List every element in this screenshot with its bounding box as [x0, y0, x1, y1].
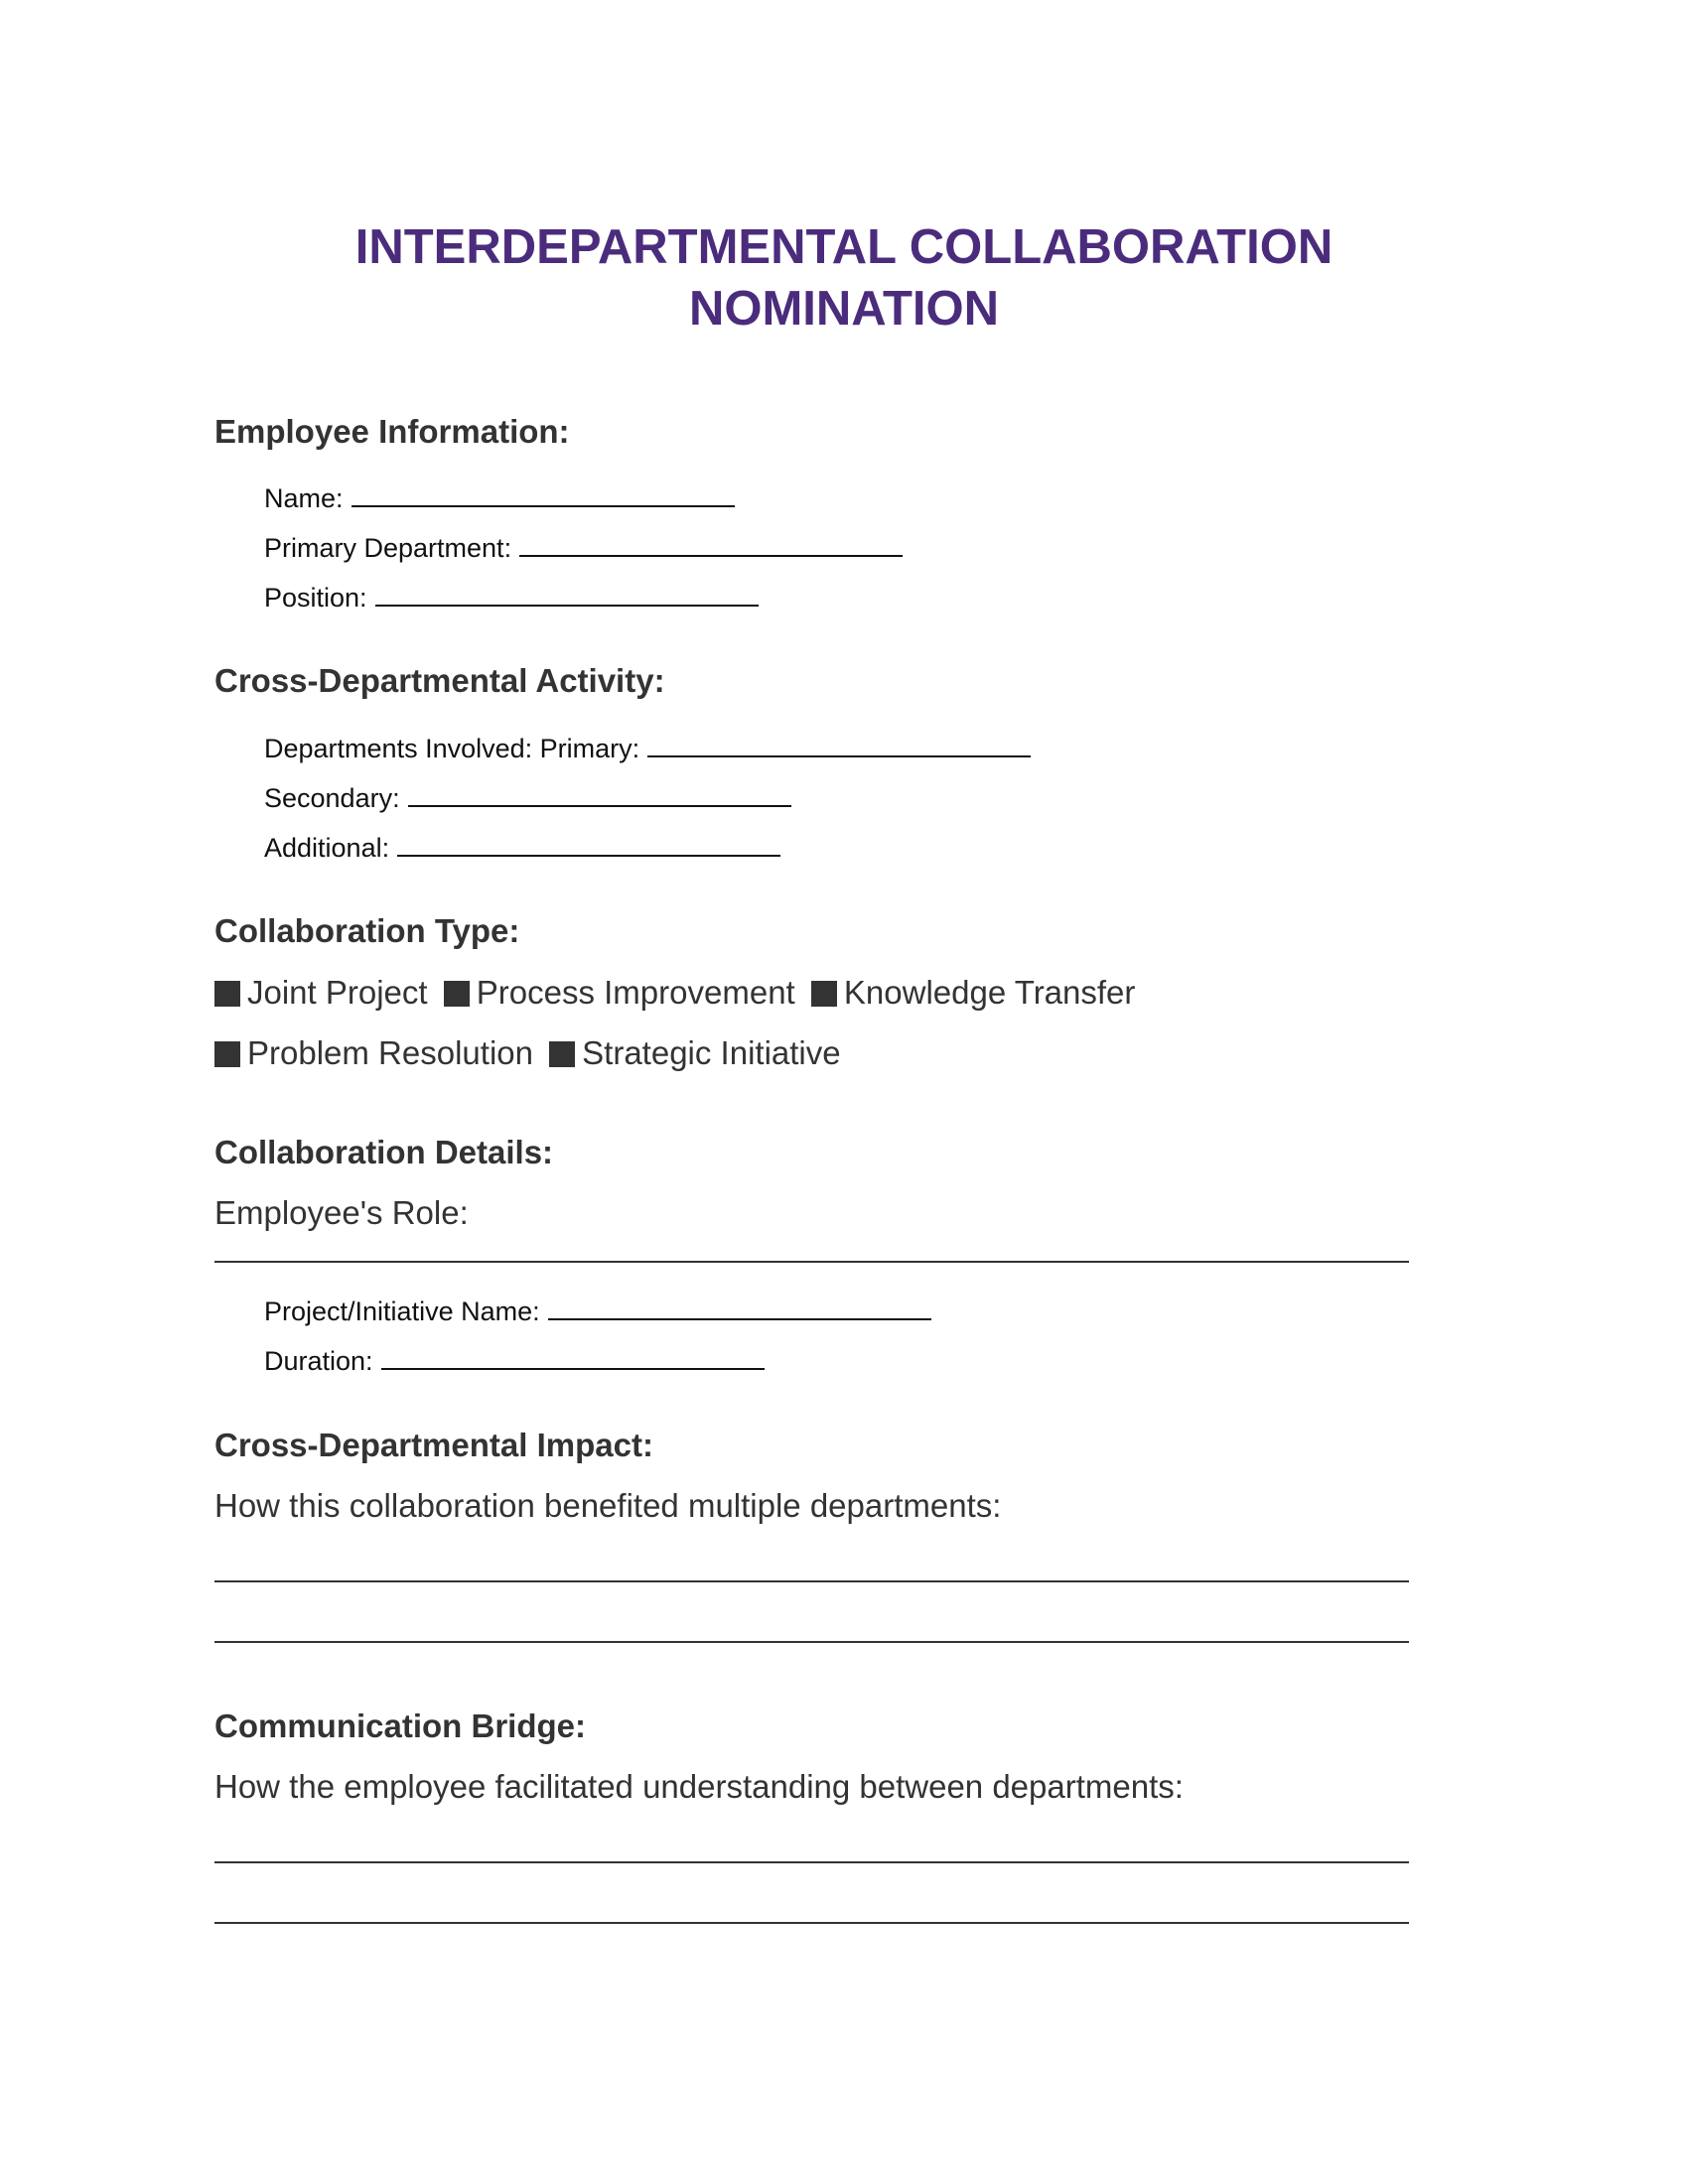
communication-bridge-heading: Communication Bridge: — [214, 1707, 587, 1744]
checkbox-square-icon[interactable] — [214, 1041, 240, 1067]
project-name-input-line[interactable] — [548, 1293, 931, 1320]
option-strategic-initiative[interactable] — [549, 1033, 840, 1073]
duration-label: Duration: — [264, 1346, 373, 1376]
primary-department-field — [264, 529, 903, 565]
departments-primary-label: Departments Involved: Primary: — [264, 734, 640, 763]
additional-department-field — [264, 829, 780, 865]
departments-primary-field — [264, 730, 1031, 765]
option-label: Process Improvement — [476, 974, 795, 1011]
secondary-department-field — [264, 779, 791, 815]
name-field — [264, 479, 735, 515]
checkbox-square-icon[interactable] — [444, 981, 470, 1007]
option-label: Problem Resolution — [247, 1034, 533, 1071]
form-title-line-2: NOMINATION — [688, 282, 1000, 336]
collaboration-details-heading: Collaboration Details: — [214, 1134, 554, 1170]
form-title-line-1: INTERDEPARTMENTAL COLLABORATION — [354, 220, 1334, 274]
collaboration-type-row-1 — [214, 973, 1142, 1015]
collaboration-type-row-2 — [214, 1033, 848, 1075]
position-input-line[interactable] — [375, 579, 759, 607]
name-input-line[interactable] — [352, 479, 735, 507]
option-label: Strategic Initiative — [582, 1034, 841, 1071]
name-label: Name: — [264, 483, 344, 513]
position-label: Position: — [264, 583, 367, 613]
duration-field — [264, 1342, 765, 1378]
communication-answer-line-1[interactable] — [214, 1861, 1409, 1863]
primary-department-label: Primary Department: — [264, 533, 512, 563]
project-name-field — [264, 1293, 931, 1328]
secondary-department-label: Secondary: — [264, 783, 400, 813]
employee-role-label: Employee's Role: — [214, 1194, 469, 1231]
checkbox-square-icon[interactable] — [811, 981, 837, 1007]
option-knowledge-transfer[interactable] — [811, 973, 1136, 1013]
additional-department-label: Additional: — [264, 833, 390, 863]
duration-input-line[interactable] — [381, 1342, 765, 1370]
additional-department-input-line[interactable] — [397, 829, 780, 857]
primary-department-input-line[interactable] — [519, 529, 903, 557]
collaboration-type-heading: Collaboration Type: — [214, 912, 520, 949]
form-title — [0, 216, 1688, 340]
impact-answer-line-2[interactable] — [214, 1641, 1409, 1643]
impact-answer-line-1[interactable] — [214, 1580, 1409, 1582]
impact-prompt: How this collaboration benefited multiple departments: — [214, 1487, 1002, 1524]
checkbox-square-icon[interactable] — [549, 1041, 575, 1067]
cross-departmental-impact-heading: Cross-Departmental Impact: — [214, 1427, 653, 1463]
position-field — [264, 579, 759, 614]
option-label: Knowledge Transfer — [843, 974, 1136, 1011]
departments-primary-input-line[interactable] — [647, 730, 1031, 757]
communication-answer-line-2[interactable] — [214, 1922, 1409, 1924]
employee-role-input-line[interactable] — [214, 1261, 1409, 1263]
option-problem-resolution[interactable] — [214, 1033, 533, 1073]
project-name-label: Project/Initiative Name: — [264, 1297, 540, 1326]
checkbox-square-icon[interactable] — [214, 981, 240, 1007]
employee-information-heading: Employee Information: — [214, 413, 570, 450]
option-joint-project[interactable] — [214, 973, 428, 1013]
communication-prompt: How the employee facilitated understanding between departments: — [214, 1768, 1184, 1805]
option-label: Joint Project — [247, 974, 428, 1011]
secondary-department-input-line[interactable] — [408, 779, 791, 807]
cross-departmental-activity-heading: Cross-Departmental Activity: — [214, 662, 665, 699]
option-process-improvement[interactable] — [444, 973, 795, 1013]
